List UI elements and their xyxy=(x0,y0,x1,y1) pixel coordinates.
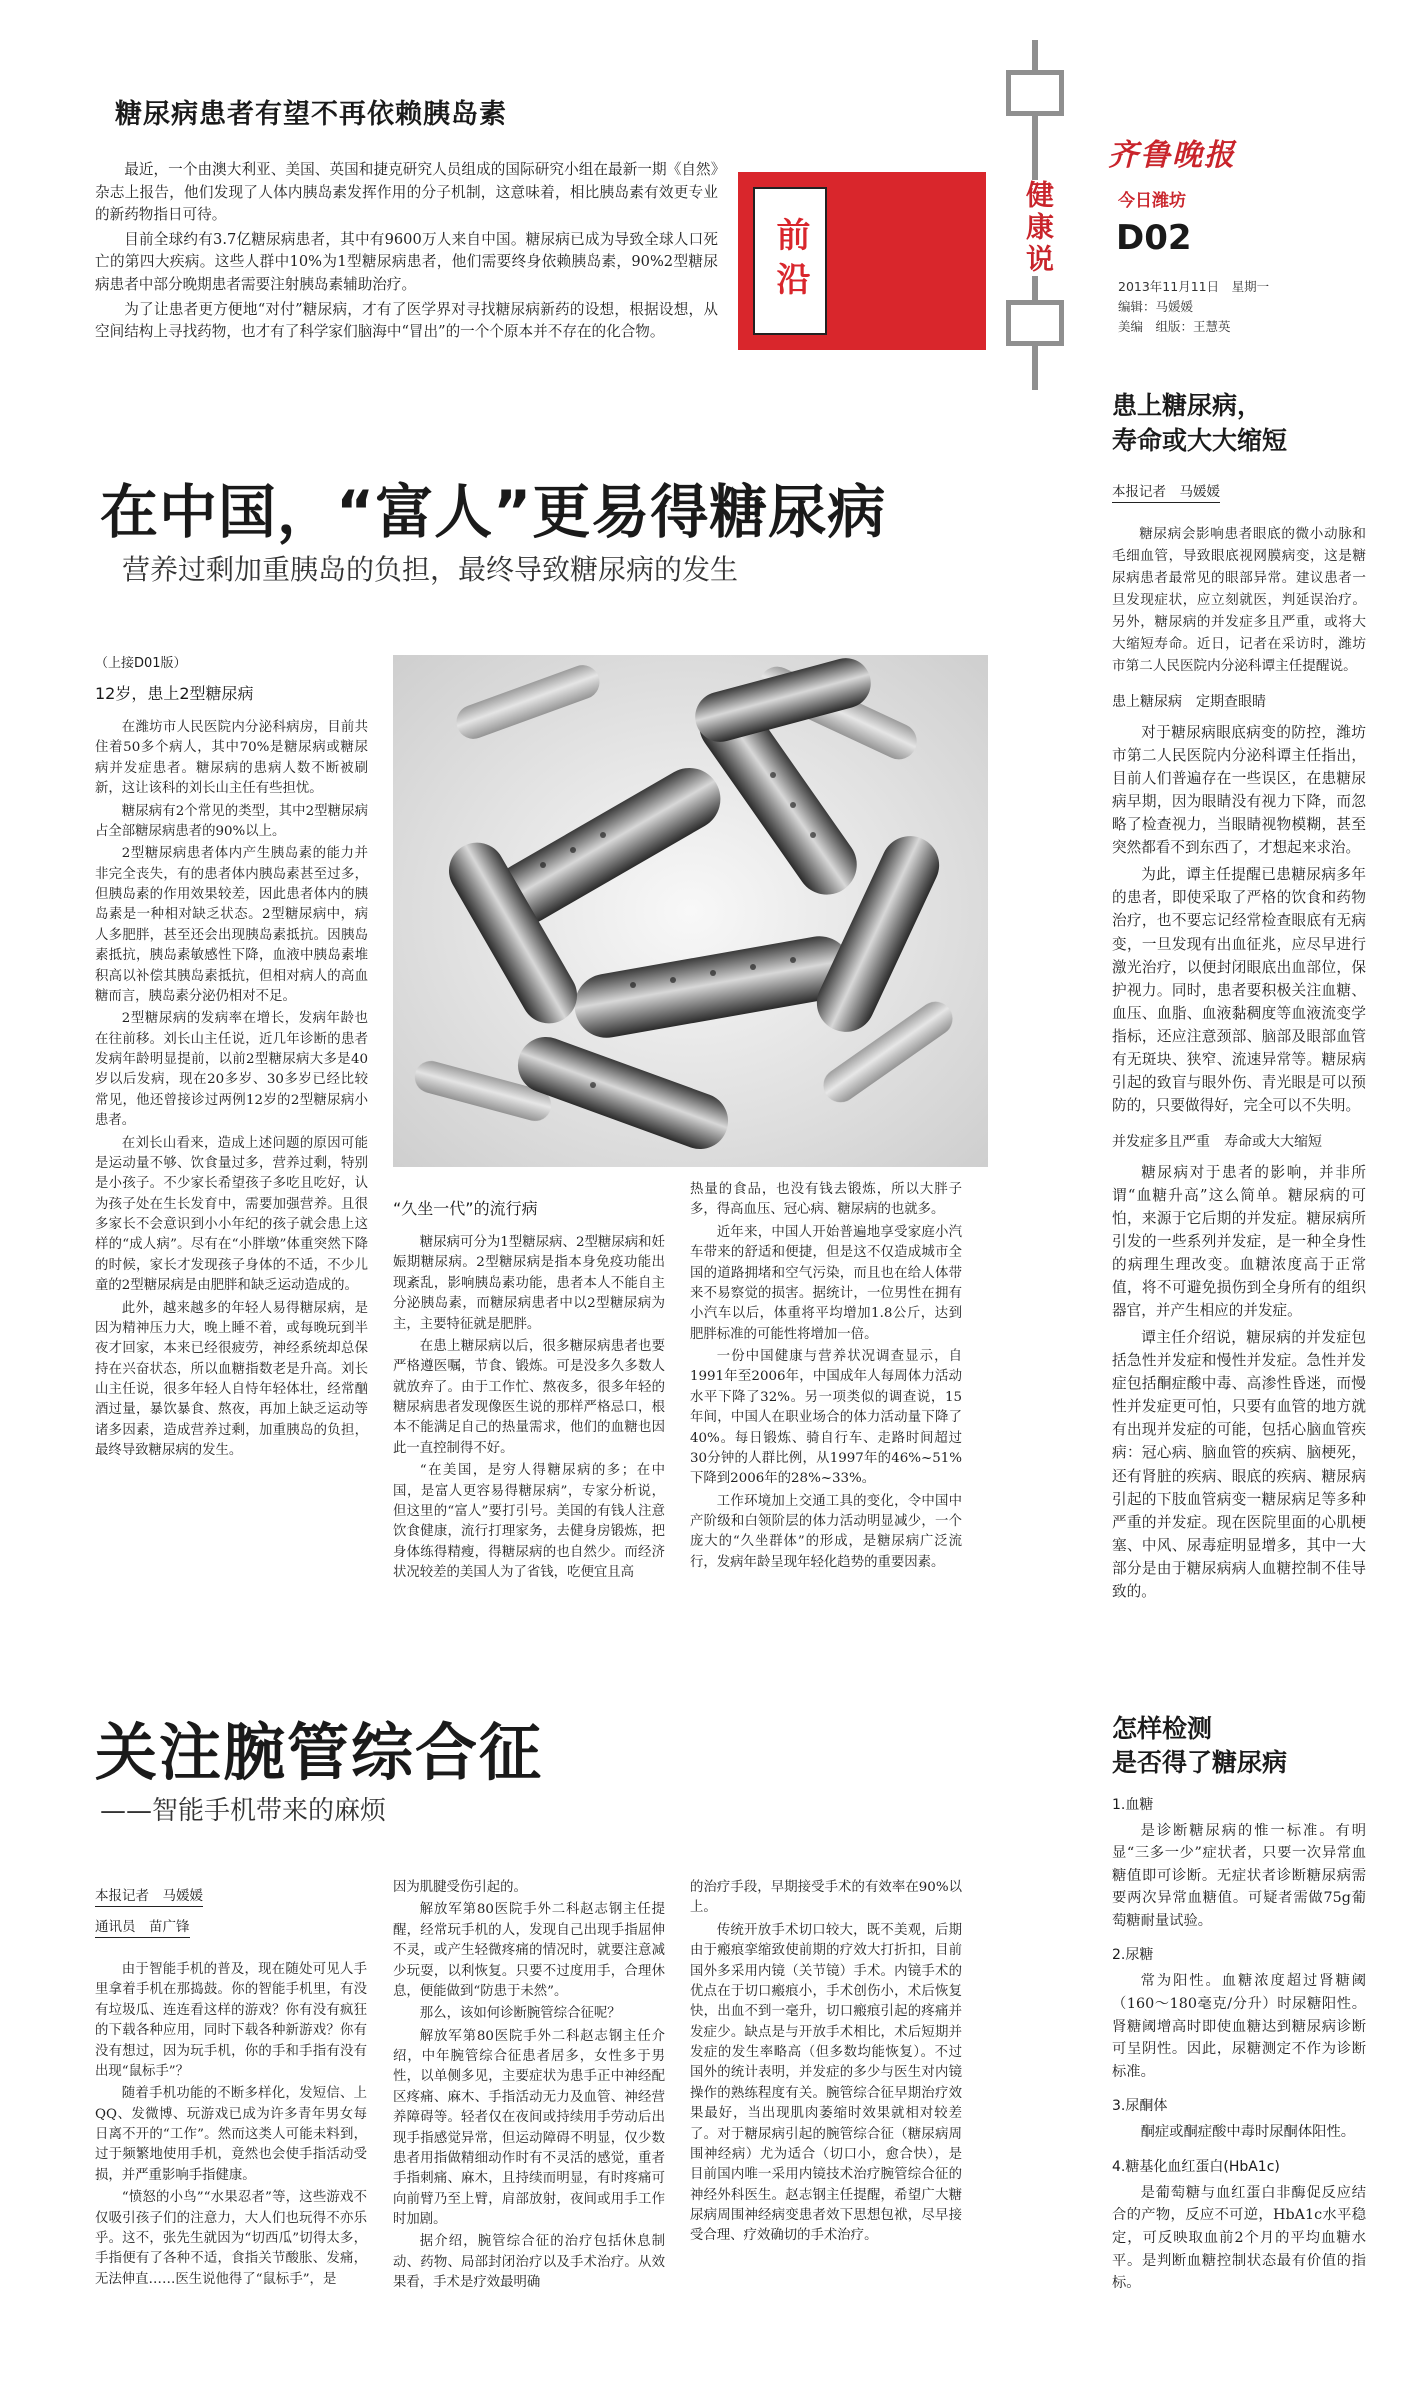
page-code: D02 xyxy=(1116,218,1192,258)
check-title-2: 是否得了糖尿病 xyxy=(1112,1747,1288,1777)
main-column-2 xyxy=(393,1196,665,1658)
paragraph: “愤怒的小鸟”“水果忍者”等，这些游戏不仅吸引孩子们的注意力，大人们也玩得不亦乐乎。这不，张先生就因为“切西瓜”切得太多，手指便有了各种不适，食指关节酸胀、发痛，无法伸直……医生说他得了“鼠标手”，是 xyxy=(95,2190,367,2287)
top-story-body xyxy=(95,159,718,346)
carpal-column-3 xyxy=(690,1878,962,2374)
edition-name: 今日潍坊 xyxy=(1118,191,1186,211)
sidebar-byline: 本报记者 马媛媛 xyxy=(1112,480,1220,503)
paragraph: 2型糖尿病的发病率在增长，发病年龄也在往前移。刘长山主任说，近几年诊断的患者发病年龄明显提前，以前2型糖尿病大多是40岁以后发病，现在20多岁、30多岁已经比较常见，他还曾接诊过两例12岁的2型糖尿病小患者。 xyxy=(95,1011,368,1129)
paragraph: 为此，谭主任提醒已患糖尿病多年的患者，即使采取了严格的饮食和药物治疗，也不要忘记经常检查眼底有无病变，一旦发现有出血征兆，应尽早进行激光治疗，以便封闭眼底出血部位，保护视力。同时，患者要积极关注血糖、血压、血脂、血液黏稠度等血液流变学指标，还应注意颈部、脑部及眼部血管有无斑块、狭窄、流速异常等。糖尿病引起的致盲与眼外伤、青光眼是可以预防的，只要做得好，完全可以不失明。 xyxy=(1112,866,1366,1114)
check-item-text: 常为阳性。血糖浓度超过肾糖阈（160～180毫克/分升）时尿糖阳性。肾糖阈增高时即使血糖达到糖尿病诊断可呈阴性。因此，尿糖测定不作为诊断标准。 xyxy=(1112,1973,1366,2080)
badge-box xyxy=(753,187,827,335)
paragraph: 目前全球约有3.7亿糖尿病患者，其中有9600万人来自中国。糖尿病已成为导致全球人口死亡的第四大疾病。这些人群中10%为1型糖尿病患者，他们需要终身依赖胰岛素，90%2型糖尿病患者中部分晚期患者需要注射胰岛素辅助治疗。 xyxy=(95,230,718,294)
paragraph: 那么，该如何诊断腕管综合征呢？ xyxy=(419,2006,621,2022)
paragraph: 糖尿病对于患者的影响，并非所谓“血糖升高”这么简单。糖尿病的可怕，来源于它后期的并发症。糖尿病所引发的一些系列并发症，是一种全身性的病理生理改变。血糖浓度高于正常值，将不可避免损伤到全身所有的组织器官，并产生相应的并发症。 xyxy=(1112,1163,1366,1320)
paragraph: 对于糖尿病眼底病变的防控，潍坊市第二人民医院内分泌科谭主任指出，目前人们普遍存在一些误区，在患糖尿病早期，因为眼睛没有视力下降，而忽略了检查视力，当眼睛视物模糊，甚至突然都看不到东西了，才想起来求治。 xyxy=(1112,724,1366,857)
main-subheadline: 营养过剩加重胰岛的负担，最终导致糖尿病的发生 xyxy=(122,553,739,586)
section-title: “久坐一代”的流行病 xyxy=(393,1199,538,1218)
continued-note: （上接D01版） xyxy=(95,656,187,671)
main-column-1 xyxy=(95,652,368,1656)
paragraph: 此外，越来越多的年轻人易得糖尿病，是因为精神压力大，晚上睡不着，或每晚玩到半夜才回家，本来已经很疲劳，神经系统却总保持在兴奋状态，所以血糖指数老是升高。刘长山主任说，很多年轻人自恃年轻体壮，经常酗酒过量，暴饮暴食、熬夜，再加上缺乏运动等诸多因素，造成营养过剩，加重胰岛的负担，最终导致糖尿病的发生。 xyxy=(95,1300,368,1459)
sidebar-lead: 糖尿病会影响患者眼底的微小动脉和毛细血管，导致眼底视网膜病变，这是糖尿病患者最常见的眼部异常。建议患者一旦发现症状，应立刻就医，判延误治疗。另外，糖尿病的并发症多且严重，或将大大缩短寿命。近日，记者在采访时，潍坊市第二人民医院内分泌科谭主任提醒说。 xyxy=(1112,526,1366,675)
paragraph: 为了让患者更方便地“对付”糖尿病，才有了医学界对寻找糖尿病新药的设想，根据设想，从空间结构上寻找药物，也才有了科学家们脑海中“冒出”的一个个原本并不存在的化合物。 xyxy=(95,300,718,341)
paragraph: 热量的食品，也没有钱去锻炼，所以大胖子多，得高血压、冠心病、糖尿病的也就多。 xyxy=(690,1182,962,1218)
paragraph: 在潍坊市人民医院内分泌科病房，目前共住着50多个病人，其中70%是糖尿病或糖尿病并发症患者。糖尿病的患病人数不断被刷新，这让该科的刘长山主任有些担忧。 xyxy=(95,720,368,797)
frontier-badge xyxy=(738,172,986,350)
main-headline: 在中国，“富人”更易得糖尿病 xyxy=(100,478,887,546)
check-section xyxy=(1112,1712,1366,2374)
section-name: 健康说 xyxy=(1018,180,1058,276)
byline-correspondent: 通讯员 苗广锋 xyxy=(95,1915,190,1938)
paragraph: 2型糖尿病患者体内产生胰岛素的能力并非完全丧失，有的患者体内胰岛素甚至过多，但胰岛素的作用效果较差，因此患者体内的胰岛素是一种相对缺乏状态。2型糖尿病中，病人多肥胖，甚至还会出现胰岛素抵抗。因胰岛素抵抗，胰岛素敏感性下降，血液中胰岛素堆积高以补偿其胰岛素抵抗，但相对病人的高血糖而言，胰岛素分泌仍相对不足。 xyxy=(95,846,368,1004)
sidebar-subhead: 患上糖尿病 定期查眼睛 xyxy=(1112,694,1266,711)
paragraph: 因为肌腱受伤引起的。 xyxy=(393,1880,527,1895)
editor-line: 编辑：马媛媛 xyxy=(1118,299,1194,314)
paragraph: 一份中国健康与营养状况调查显示，自1991年至2006年，中国成年人每周体力活动水平下降了32%。另一项类似的调查说，15年间，中国人在职业场合的体力活动量下降了40%。每日锻炼、骑自行车、走路时间超过30分钟的人群比例，从1997年的46%~51%下降到2006年的28%~33%。 xyxy=(690,1349,962,1487)
date-line: 2013年11月11日 星期一 xyxy=(1118,279,1270,294)
fret-ornament-top xyxy=(1006,70,1064,116)
main-column-3 xyxy=(690,1180,962,1658)
paragraph: 由于智能手机的普及，现在随处可见人手里拿着手机在那捣鼓。你的智能手机里，有没有垃圾瓜、连连看这样的游戏？你有没有疯狂的下载各种应用，同时下载各种新游戏？你有没有想过，因为玩手机，你的手和手指有没有出现“鼠标手”？ xyxy=(95,1962,367,2079)
check-item-text: 是葡萄糖与血红蛋白非酶促反应结合的产物，反应不可逆，HbA1c水平稳定，可反映取血前2个月的平均血糖水平。是判断血糖控制状态最有价值的指标。 xyxy=(1112,2184,1366,2292)
sidebar-subhead: 并发症多且严重 寿命或大大缩短 xyxy=(1112,1133,1322,1150)
paragraph: 的治疗手段，早期接受手术的有效率在90%以上。 xyxy=(690,1880,962,1916)
design-line: 美编 组版：王慧英 xyxy=(1118,319,1231,334)
paragraph: 在患上糖尿病以后，很多糖尿病患者也要严格遵医嘱，节食、锻炼。可是没多久多数人就放弃了。由于工作忙、熬夜多，很多年轻的糖尿病患者发现像医生说的那样严格忌口，根本不能满足自己的热量需求，他们的血糖也因此一直控制得不好。 xyxy=(393,1338,665,1456)
paragraph: 糖尿病有2个常见的类型，其中2型糖尿病占全部糖尿病患者的90%以上。 xyxy=(95,803,368,839)
paragraph: 最近，一个由澳大利亚、美国、英国和捷克研究人员组成的国际研究小组在最新一期《自然》杂志上报告，他们发现了人体内胰岛素发挥作用的分子机制，这意味着，相比胰岛素有效更专业的新药物指日可待。 xyxy=(95,161,718,224)
sidebar-headline-2: 寿命或大大缩短 xyxy=(1112,426,1288,455)
paragraph: 近年来，中国人开始普遍地享受家庭小汽车带来的舒适和便捷，但是这不仅造成城市全国的道路拥堵和空气污染，而且也在给人体带来不易察觉的损害。据统计，一位男性在拥有小汽车以后，体重将平均增加1.8公斤，达到肥胖标准的可能性将增加一倍。 xyxy=(690,1224,962,1342)
byline-reporter: 本报记者 马媛媛 xyxy=(95,1884,203,1907)
check-item-title: 2.尿糖 xyxy=(1112,1947,1154,1964)
fret-ornament-bottom xyxy=(1006,300,1064,346)
paragraph: 解放军第80医院手外二科赵志钢主任提醒，经常玩手机的人，发现自己出现手指屈伸不灵，或产生轻微疼痛的情况时，就要注意减少玩耍，以利恢复。只要不过度用手，合理休息，便能做到“防患于未然”。 xyxy=(393,1902,665,1999)
carpal-column-1 xyxy=(95,1884,367,2374)
sidebar xyxy=(1112,388,1366,1708)
carpal-headline: 关注腕管综合征 xyxy=(95,1716,544,1789)
paragraph: 解放军第80医院手外二科赵志钢主任介绍，中年腕管综合征患者居多，女性多于男性，以单侧多见，主要症状为患手正中神经配区疼痛、麻木、手指活动无力及血管、神经营养障碍等。轻者仅在夜间或持续用手劳动后出现手指感觉异常，但运动障碍不明显，仅少数患者用指做精细动作时有不灵活的感觉，重者手指刺痛、麻木，且持续而明显，有时疼痛可向前臂乃至上臂，肩部放射，夜间或用手工作时加剧。 xyxy=(393,2028,665,2227)
section-title: 12岁，患上2型糖尿病 xyxy=(95,684,254,703)
check-item-text: 是诊断糖尿病的惟一标准。有明显“三多一少”症状者，只要一次异常血糖值即可诊断。无症状者诊断糖尿病需要两次异常血糖值。可疑者需做75g葡萄糖耐量试验。 xyxy=(1112,1822,1366,1929)
paragraph: 据介绍，腕管综合征的治疗包括休息制动、药物、局部封闭治疗以及手术治疗。从效果看，手术是疗效最明确 xyxy=(393,2234,665,2291)
paper-logo: 齐鲁晚报 xyxy=(1108,138,1236,173)
bacteria-illustration xyxy=(393,655,988,1167)
paragraph: 糖尿病可分为1型糖尿病、2型糖尿病和妊娠期糖尿病。2型糖尿病是指本身免疫功能出现紊乱，影响胰岛素功能，患者本人不能自主分泌胰岛素，而糖尿病患者中以2型糖尿病为主，主要特征就是肥胖。 xyxy=(393,1235,665,1332)
check-item-title: 1.血糖 xyxy=(1112,1796,1154,1813)
check-item-title: 3.尿酮体 xyxy=(1112,2098,1168,2115)
paragraph: “在美国，是穷人得糖尿病的多；在中国，是富人更容易得糖尿病”，专家分析说，但这里的“富人”要打引号。美国的有钱人注意饮食健康，流行打理家务，去健身房锻炼，把身体练得精瘦，得糖尿病的也自然少。而经济状况较差的美国人为了省钱，吃便宜且高 xyxy=(393,1463,665,1580)
top-story-headline: 糖尿病患者有望不再依赖胰岛素 xyxy=(115,99,507,130)
paragraph: 在刘长山看来，造成上述问题的原因可能是运动量不够、饮食量过多，营养过剩，特别是小孩子。不少家长希望孩子多吃且吃好，认为孩子处在生长发育中，需要加强营养。且很多家长不会意识到小小年纪的孩子就会患上这样的“成人病”。尽有在“小胖墩”体重突然下降的时候，家长才发现孩子身体的不适，不少儿童的2型糖尿病是由肥胖和缺乏运动造成的。 xyxy=(95,1135,368,1294)
paragraph: 随着手机功能的不断多样化，发短信、上QQ、发微博、玩游戏已成为许多青年男女每日离不开的“工作”。然而这类人可能未料到，过于频繁地使用手机，竟然也会使手指活动受损，并严重影响手指健康。 xyxy=(95,2086,367,2183)
carpal-column-2 xyxy=(393,1878,665,2374)
paragraph: 传统开放手术切口较大，既不美观，后期由于瘢痕挛缩致使前期的疗效大打折扣，目前国外多采用内镜（关节镜）手术。内镜手术的优点在于切口瘢痕小，手术创伤小，术后恢复快，出血不到一毫升，切口瘢痕引起的疼痛并发症少。缺点是与开放手术相比，术后短期并发症的发生率略高（但多数均能恢复）。不过国外的统计表明，并发症的多少与医生对内镜操作的熟练程度有关。腕管综合征早期治疗效果最好，当出现肌肉萎缩时效果就相对较差了。对于糖尿病引起的腕管综合征（糖尿病周围神经病）尤为适合（切口小，愈合快），是目前国内唯一采用内镜技术治疗腕管综合征的神经外科医生。赵志钢主任提醒，希望广大糖尿病周围神经病变患者效下思想包袱，尽早接受合理、疗效确切的手术治疗。 xyxy=(690,1922,962,2244)
sidebar-headline-1: 患上糖尿病， xyxy=(1112,391,1263,420)
paragraph: 工作环境加上交通工具的变化，令中国中产阶级和白领阶层的体力活动明显减少，一个庞大的“久坐群体”的形成，是糖尿病广泛流行，发病年龄呈现年轻化趋势的重要因素。 xyxy=(690,1493,962,1570)
carpal-subheadline: ——智能手机带来的麻烦 xyxy=(100,1796,387,1826)
paragraph: 谭主任介绍说，糖尿病的并发症包括急性并发症和慢性并发症。急性并发症包括酮症酸中毒、高渗性昏迷，而慢性并发症更可怕，只要有血管的地方就有出现并发症的可能，包括心脑血管疾病：冠心病、脑血管的疾病、脑梗死，还有肾脏的疾病、眼底的疾病、糖尿病引起的下肢血管病变一糖尿病足等多种严重的并发症。现在医院里面的心肌梗塞、中风、尿毒症明显增多，其中一大部分是由于糖尿病病人血糖控制不佳导致的。 xyxy=(1112,1329,1366,1600)
check-title-1: 怎样检测 xyxy=(1112,1714,1213,1743)
bacteria-photo xyxy=(393,655,988,1167)
check-item-title: 4.糖基化血红蛋白(HbA1c) xyxy=(1112,2158,1280,2175)
check-item-text: 酮症或酮症酸中毒时尿酮体阳性。 xyxy=(1140,2124,1356,2141)
badge-label: 前沿 xyxy=(770,217,810,305)
